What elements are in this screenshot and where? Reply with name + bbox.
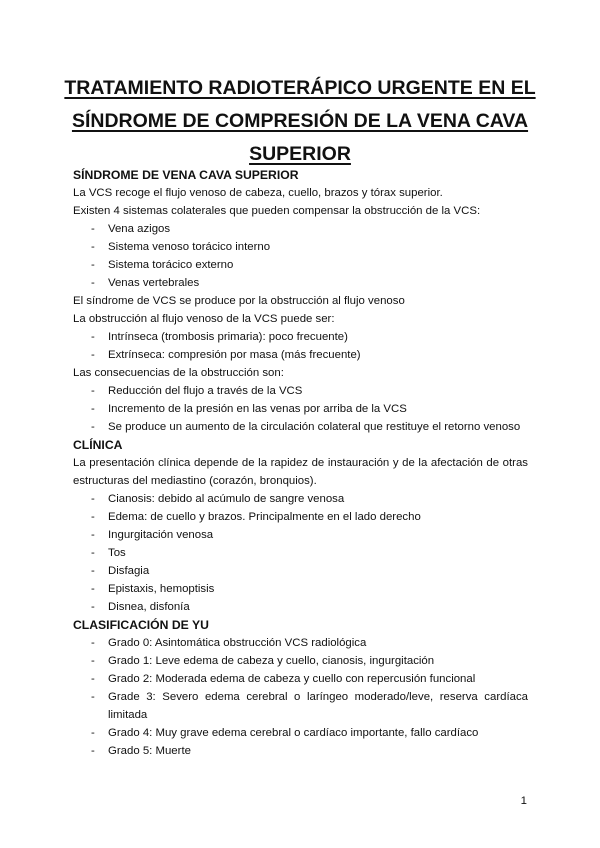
list-item: - Grade 3: Severo edema cerebral o laríngeo moderado/leve, reserva cardíaca limitada <box>73 688 528 724</box>
section-heading-clinica: CLÍNICA <box>73 438 123 452</box>
list-item: - Extrínseca: compresión por masa (más frecuente) <box>73 346 528 364</box>
paragraph: Las consecuencias de la obstrucción son: <box>73 367 284 379</box>
paragraph: El síndrome de VCS se produce por la obstrucción al flujo venoso <box>73 295 405 307</box>
list-item: - Tos <box>73 544 528 562</box>
list-item: - Se produce un aumento de la circulación colateral que restituye el retorno venoso <box>73 418 528 436</box>
list-item: - Disnea, disfonía <box>73 598 528 616</box>
section-heading-yu: CLASIFICACIÓN DE YU <box>73 618 209 632</box>
list-item: - Sistema venoso torácico interno <box>73 238 528 256</box>
list-item: - Venas vertebrales <box>73 274 528 292</box>
list-item: - Ingurgitación venosa <box>73 526 528 544</box>
symptoms-list <box>73 490 528 616</box>
list-item: - Grado 4: Muy grave edema cerebral o cardíaco importante, fallo cardíaco <box>73 724 528 742</box>
list-item: - Reducción del flujo a través de la VCS <box>73 382 528 400</box>
paragraph: La VCS recoge el flujo venoso de cabeza, cuello, brazos y tórax superior. <box>73 187 443 199</box>
list-item: - Grado 2: Moderada edema de cabeza y cuello con repercusión funcional <box>73 670 528 688</box>
paragraph: Existen 4 sistemas colaterales que pueden compensar la obstrucción de la VCS: <box>73 205 481 217</box>
page-number: 1 <box>520 795 527 807</box>
list-item: - Grado 0: Asintomática obstrucción VCS radiológica <box>73 634 528 652</box>
paragraph: La presentación clínica depende de la rapidez de instauración y de la afectación de otras estructuras del mediastino (corazón, bronquios). <box>73 457 528 487</box>
list-item: - Grado 5: Muerte <box>73 742 528 760</box>
yu-grades-list <box>73 634 528 760</box>
list-item: - Cianosis: debido al acúmulo de sangre venosa <box>73 490 528 508</box>
list-item: - Edema: de cuello y brazos. Principalmente en el lado derecho <box>73 508 528 526</box>
document-title: TRATAMIENTO RADIOTERÁPICO URGENTE EN EL SÍNDROME DE COMPRESIÓN DE LA VENA CAVA SUPERIOR <box>64 77 536 165</box>
list-item: - Grado 1: Leve edema de cabeza y cuello, cianosis, ingurgitación <box>73 652 528 670</box>
list-item: - Epistaxis, hemoptisis <box>73 580 528 598</box>
list-item: - Incremento de la presión en las venas por arriba de la VCS <box>73 400 528 418</box>
list-item: - Vena azigos <box>73 220 528 238</box>
collateral-systems-list <box>73 220 528 292</box>
paragraph: La obstrucción al flujo venoso de la VCS puede ser: <box>73 313 335 325</box>
consequences-list <box>73 382 528 436</box>
obstruction-types-list <box>73 328 528 364</box>
document-body <box>73 166 528 760</box>
section-heading-svcs: SÍNDROME DE VENA CAVA SUPERIOR <box>73 168 299 182</box>
list-item: - Sistema torácico externo <box>73 256 528 274</box>
list-item: - Disfagia <box>73 562 528 580</box>
list-item: - Intrínseca (trombosis primaria): poco frecuente) <box>73 328 528 346</box>
